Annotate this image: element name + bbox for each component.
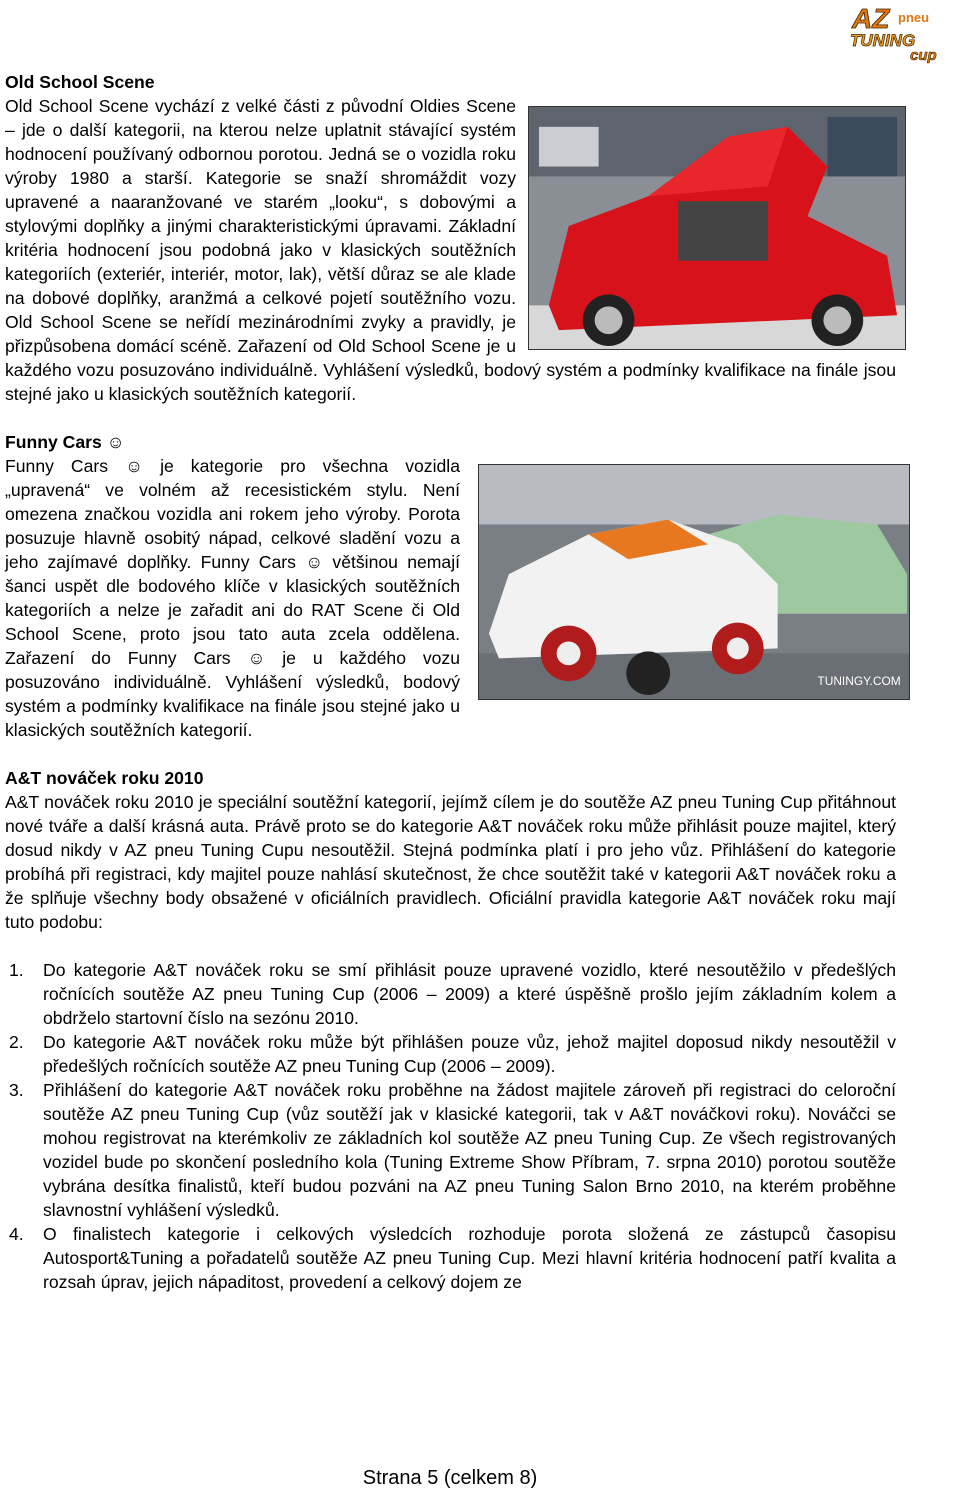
logo-az: AZ: [852, 3, 890, 34]
logo-tuning: TUNING: [850, 31, 916, 50]
red-car-photo: [528, 106, 906, 350]
section-title: Funny Cars ☺: [5, 432, 125, 452]
list-text: Do kategorie A&T nováček roku se smí přihlásit pouze upravené vozidlo, které nesoutěžilo v předešlých ročnících soutěže AZ pneu Tuning Cup (2006 – 2009) a které úspěšně prošlo jejím základním kolem a obdrželo startovní číslo na sezónu 2010.: [43, 960, 896, 1028]
page-footer: Strana 5 (celkem 8): [362, 1467, 538, 1489]
section-funny-cars: [5, 430, 901, 742]
list-number: 1.: [9, 960, 24, 980]
section-at-novacek: [5, 766, 896, 1294]
list-text: O finalistech kategorie i celkových výsledcích rozhoduje porota složená ze zástupců časopisu Autosport&Tuning a pořadatelů soutěže AZ pneu Tuning Cup. Mezi hlavní kritéria hodnocení patří kvalita a rozsah úprav, jejich nápaditost, provedení a celkový dojem ze: [43, 1224, 896, 1292]
section-body: Funny Cars ☺ je kategorie pro všechna vozidla „upravená“ ve volném až recesistickém stylu. Není omezena značkou vozidla ani rokem jeho výroby. Porota posuzuje hlavně osobitý nápad, celkové sladění vozu a jeho zajímavé doplňky. Funny Cars ☺ většinou nemají šanci uspět dle bodového klíče v klasických soutěžních kategoriích a nelze je zařadit ani do RAT Scene či Old School Scene, proto jsou tato auta zcela oddělena. Zařazení do Funny Cars ☺ je u každého vozu posuzováno individuálně. Vyhlášení výsledků, bodový systém a podmínky kvalifikace na finále jsou stejné jako u klasických soutěžních kategorií.: [5, 456, 460, 740]
list-item: [5, 1222, 896, 1294]
white-car-photo: [478, 464, 910, 700]
list-text: Přihlášení do kategorie A&T nováček roku proběhne na žádost majitele zároveň při registraci do celoroční soutěže AZ pneu Tuning Cup (vůz soutěží jak v klasické kategorii, tak v A&T nováčkovi roku). Nováčci se mohou registrovat na kterémkoliv ze základních kol soutěže AZ pneu Tuning Cup. Ze všech registrovaných vozidel bude po skončení posledního kola (Tuning Extreme Show Příbram, 7. srpna 2010) porotou soutěže vybrána desítka finalistů, kteří budou pozváni na AZ pneu Tuning Salon Brno 2010, na kterém proběhne slavnostní vyhlášení výsledků.: [43, 1080, 896, 1220]
list-number: 2.: [9, 1032, 24, 1052]
rules-list: [5, 958, 896, 1294]
az-pneu-tuning-cup-logo: [848, 2, 956, 64]
section-body: Old School Scene vychází z velké části z původní Oldies Scene – jde o další kategorii, na kterou nelze uplatnit stávající systém hodnocení používaný odbornou porotou. Jedná se o vozidla roku výroby 1980 a starší. Kategorie se snaží shromáždit vozy upravené a naaranžované ve starém „looku“, s dobovými a stylovými doplňky a jinými charakteristickými úpravami. Základní kritéria hodnocení jsou podobná jako v klasických soutěžních kategoriích (exteriér, interiér, motor, lak), větší důraz se ale klade na dobové doplňky, aranžmá a celkové pojetí soutěžního vozu. Old School Scene se neřídí mezinárodními zvyky a pravidly, je přizpůsobena domácí scéně. Zařazení od Old School Scene je u každého vozu posuzováno individuálně. Vyhlášení výsledků, bodový systém a podmínky kvalifikace na finále jsou stejné jako u klasických soutěžních kategorií.: [5, 96, 896, 404]
section-old-school-scene: [5, 70, 896, 406]
logo-pneu: pneu: [898, 10, 930, 25]
section-title: A&T nováček roku 2010: [5, 768, 204, 788]
list-item: [5, 1078, 896, 1222]
list-item: [5, 1030, 896, 1078]
list-number: 3.: [9, 1080, 24, 1100]
logo-cup: cup: [910, 47, 937, 64]
section-body: A&T nováček roku 2010 je speciální soutěžní kategorií, jejímž cílem je do soutěže AZ pneu Tuning Cup přitáhnout nové tváře a další krásná auta. Právě proto se do kategorie A&T nováček roku může přihlásit pouze majitel, který dosud nikdy v AZ pneu Tuning Cupu nesoutěžil. Stejná podmínka platí i pro jeho vůz. Přihlášení do kategorie probíhá při registraci, kdy majitel pouze nahlásí skutečnost, že chce soutěžit také v kategorii A&T nováček roku a že splňuje všechny body obsažené v oficiálních pravidlech. Oficiální pravidla kategorie A&T nováček roku mají tuto podobu:: [5, 792, 896, 932]
photo-watermark: TUNINGY.COM: [817, 674, 901, 689]
section-title: Old School Scene: [5, 72, 155, 92]
list-item: [5, 958, 896, 1030]
list-number: 4.: [9, 1224, 24, 1244]
document-page: [5, 70, 901, 1294]
list-text: Do kategorie A&T nováček roku může být přihlášen pouze vůz, jehož majitel doposud nikdy nesoutěžil v předešlých ročnících soutěže AZ pneu Tuning Cup (2006 – 2009).: [43, 1032, 896, 1076]
